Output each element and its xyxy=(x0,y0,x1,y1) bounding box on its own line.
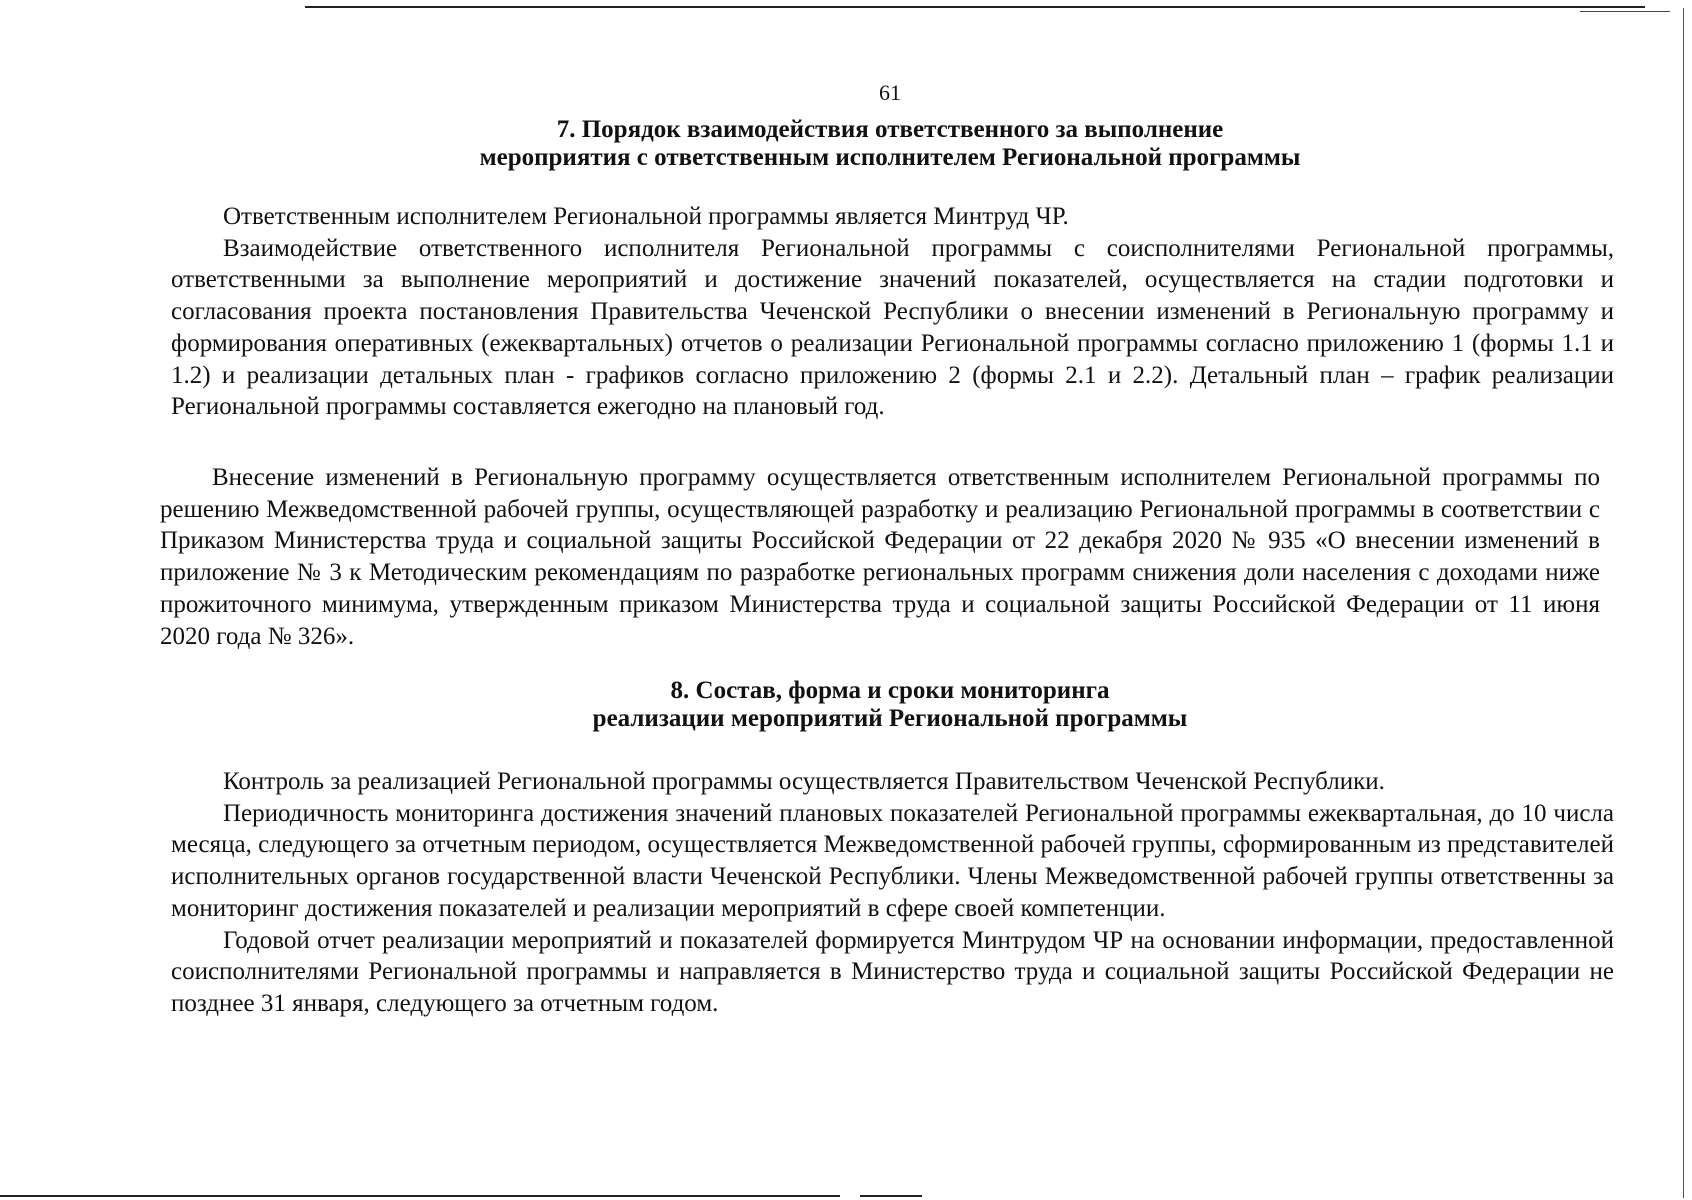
section-7-paragraph-1: Ответственным исполнителем Региональной программы является Минтруд ЧР. xyxy=(223,203,1069,230)
right-scan-edge xyxy=(1683,8,1684,1198)
section-8-heading xyxy=(0,677,1692,733)
page-number: 61 xyxy=(879,80,901,105)
bottom-scan-line-short xyxy=(860,1195,922,1197)
bottom-scan-line xyxy=(0,1195,840,1197)
top-right-scan-line xyxy=(1580,11,1670,12)
section-7-paragraph-2: Взаимодействие ответственного исполнителя Региональной программы с соисполнителями Региональной программы, ответственными за выполнение мероприятий и достижение значений показателей, осуществляется на стадии подготовки и согласования проекта постановления Правительства Чеченской Республики о внесении изменений в Региональную программу и формирования оперативных (ежеквартальных) отчетов о реализации Региональной программы согласно приложению 1 (формы 1.1 и 1.2) и реализации детальных план - графиков согласно приложению 2 (формы 2.1 и 2.2). Детальный план – график реализации Региональной программы составляется ежегодно на плановый год. xyxy=(171,234,1614,421)
section-7-heading-line-1: 7. Порядок взаимодействия ответственного за выполнение xyxy=(556,116,1224,143)
section-7-paragraph-3: Внесение изменений в Региональную программу осуществляется ответственным исполнителем Региональной программы по решению Межведомственной рабочей группы, осуществляющей разработку и реализацию Региональной программы в соответствии с Приказом Министерства труда и социальной защиты Российской Федерации от 22 декабря 2020 № 935 «О внесении изменений в приложение № 3 к Методическим рекомендациям по разработке региональных программ снижения доли населения с доходами ниже прожиточного минимума, утвержденным приказом Министерства труда и социальной защиты Российской Федерации от 11 июня 2020 года № 326». xyxy=(160,464,1600,650)
section-7-body-part-1 xyxy=(171,201,1614,423)
section-8-paragraph-2: Периодичность мониторинга достижения значений плановых показателей Региональной программы ежеквартальная, до 10 числа месяца, следующего за отчетным периодом, осуществляется Межведомственной рабочей группы, сформированным из представителей исполнительных органов государственной власти Чеченской Республики. Члены Межведомственной рабочей группы ответственны за мониторинг достижения показателей и реализации мероприятий в сфере своей компетенции. xyxy=(171,799,1614,922)
section-8-paragraph-1: Контроль за реализацией Региональной программы осуществляется Правительством Чеченской Республики. xyxy=(223,768,1385,795)
section-7-heading xyxy=(0,116,1692,172)
section-7-body-part-2 xyxy=(160,462,1600,652)
section-8-heading-line-1: 8. Состав, форма и сроки мониторинга xyxy=(670,677,1110,704)
section-7-heading-line-2: мероприятия с ответственным исполнителем Региональной программы xyxy=(479,144,1301,171)
top-scan-line xyxy=(305,6,1645,8)
section-8-heading-line-2: реализации мероприятий Региональной программы xyxy=(592,705,1188,732)
section-8-paragraph-3: Годовой отчет реализации мероприятий и показателей формируется Минтрудом ЧР на основании информации, предоставленной соисполнителями Региональной программы и направляется в Министерство труда и социальной защиты Российской Федерации не позднее 31 января, следующего за отчетным годом. xyxy=(171,926,1614,1017)
section-8-body xyxy=(171,766,1614,1020)
